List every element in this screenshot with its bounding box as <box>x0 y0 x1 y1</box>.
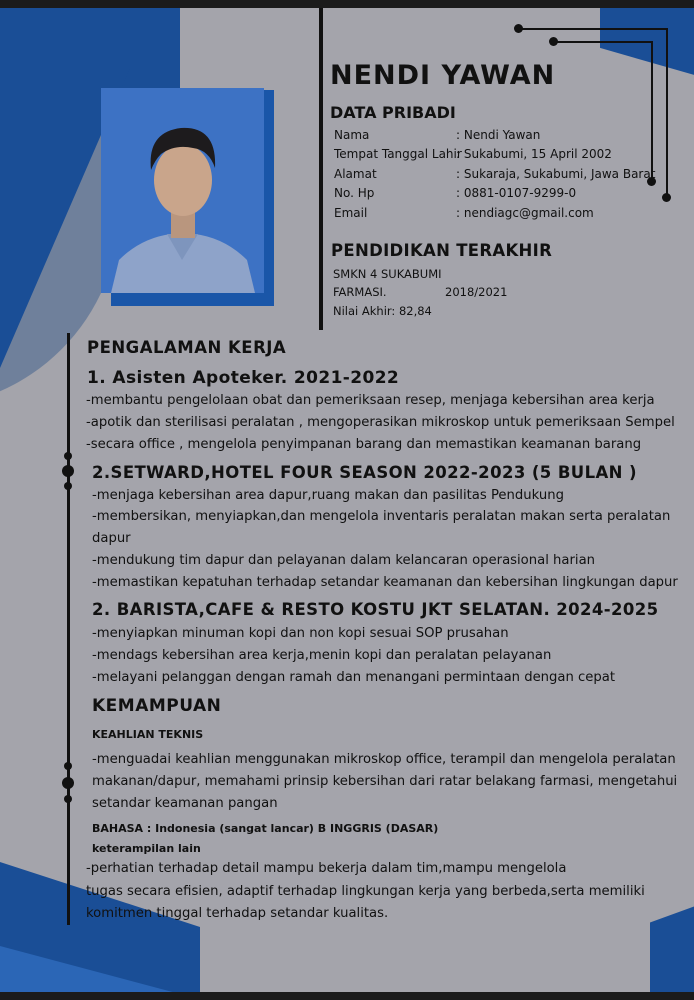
other-skills-title: keterampilan lain <box>92 842 201 855</box>
language-skills: BAHASA : Indonesia (sangat lancar) B INGGRIS (DASAR) <box>92 822 439 835</box>
timeline-dot <box>62 777 74 789</box>
frame-line <box>555 41 652 43</box>
job-line: -menyiapkan minuman kopi dan non kopi sesuai SOP prusahan <box>92 626 509 641</box>
skill-line: setandar keamanan pangan <box>92 796 278 811</box>
field-value: : nendiagc@gmail.com <box>456 206 594 220</box>
school-major: FARMASI. <box>333 285 387 299</box>
field-label: Alamat <box>334 167 377 181</box>
decor-shape <box>650 893 694 992</box>
timeline-dot <box>64 762 72 770</box>
final-score: Nilai Akhir: 82,84 <box>333 304 432 318</box>
frame-dot <box>514 24 523 33</box>
job-line: -apotik dan sterilisasi peralatan , mengoperasikan mikroskop untuk pemeriksaan Sempel <box>86 415 675 430</box>
personal-data-title: DATA PRIBADI <box>330 103 456 122</box>
skill-line: -perhatian terhadap detail mampu bekerja dalam tim,mampu mengelola <box>86 861 567 876</box>
job-line: -secara office , mengelola penyimpanan barang dan memastikan keamanan barang <box>86 437 642 452</box>
profile-photo <box>101 88 264 293</box>
skills-title: KEMAMPUAN <box>92 696 222 716</box>
job-line: -menjaga kebersihan area dapur,ruang makan dan pasilitas Pendukung <box>92 488 564 503</box>
school-name: SMKN 4 SUKABUMI <box>333 267 442 281</box>
skill-line: tugas secara efisien, adaptif terhadap lingkungan kerja yang berbeda,serta memiliki <box>86 884 645 899</box>
job-line: -mendukung tim dapur dan pelayanan dalam kelancaran operasional harian <box>92 553 596 568</box>
frame-dot <box>662 193 671 202</box>
field-value: : Nendi Yawan <box>456 128 541 142</box>
field-value: : Sukaraja, Sukabumi, Jawa Barat <box>456 167 656 181</box>
skill-line: -menguadai keahlian menggunakan mikroskop office, terampil dan mengelola peralatan <box>92 752 676 767</box>
job-line: -mendags kebersihan area kerja,menin kopi dan peralatan pelayanan <box>92 648 552 663</box>
timeline-dot <box>62 465 74 477</box>
timeline-line <box>67 333 70 925</box>
timeline-dot <box>64 795 72 803</box>
frame-line <box>666 28 668 198</box>
frame-line <box>651 41 653 181</box>
cv-page <box>0 8 694 992</box>
field-label: Nama <box>334 128 370 142</box>
field-label: Email <box>334 206 368 220</box>
divider-line <box>319 8 323 330</box>
job-heading: 1. Asisten Apoteker. 2021-2022 <box>87 368 400 388</box>
school-years: 2018/2021 <box>445 285 508 299</box>
person-portrait <box>101 88 264 293</box>
education-title: PENDIDIKAN TERAKHIR <box>331 241 553 260</box>
frame-line <box>520 28 667 30</box>
job-line: -melayani pelanggan dengan ramah dan menangani permintaan dengan cepat <box>92 670 616 685</box>
skill-line: makanan/dapur, memahami prinsip kebersihan dari ratar belakang farmasi, mengetahui <box>92 774 678 789</box>
job-line: -memastikan kepatuhan terhadap setandar keamanan dan kebersihan lingkungan dapur <box>92 575 678 590</box>
field-value: : 0881-0107-9299-0 <box>456 186 577 200</box>
field-value: : Sukabumi, 15 April 2002 <box>456 147 612 161</box>
field-label: Tempat Tanggal Lahir <box>334 147 462 161</box>
job-line: dapur <box>92 531 131 546</box>
timeline-dot <box>64 452 72 460</box>
job-heading: 2. BARISTA,CAFE & RESTO KOSTU JKT SELATAN. 2024-2025 <box>92 600 659 619</box>
job-line: -membersikan, menyiapkan,dan mengelola inventaris peralatan makan serta peralatan <box>92 509 671 524</box>
job-line: -membantu pengelolaan obat dan pemeriksaan resep, menjaga kebersihan area kerja <box>86 393 655 408</box>
job-heading: 2.SETWARD,HOTEL FOUR SEASON 2022-2023 (5 BULAN ) <box>92 463 637 482</box>
timeline-dot <box>64 482 72 490</box>
person-name: NENDI YAWAN <box>330 60 556 91</box>
experience-title: PENGALAMAN KERJA <box>87 338 287 357</box>
decor-shape <box>600 8 694 88</box>
technical-skills-title: KEAHLIAN TEKNIS <box>92 728 204 741</box>
frame-dot <box>549 37 558 46</box>
skill-line: komitmen tinggal terhadap setandar kualitas. <box>86 906 389 921</box>
field-label: No. Hp <box>334 186 375 200</box>
